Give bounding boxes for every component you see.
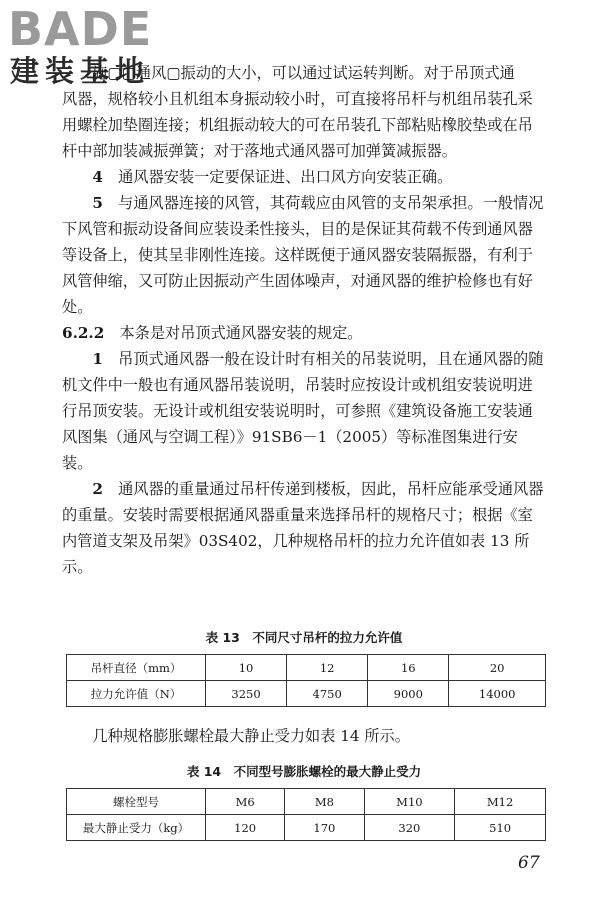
body-text <box>62 86 546 580</box>
table-cell: 10 <box>206 655 287 681</box>
table-cell: 20 <box>449 655 546 681</box>
paragraph-3: 5 与通风器连接的风管，其荷载应由风管的支吊架承担。一般情况下风管和振动设备间应装设柔性接头，目的是保证其荷载不传到通风器等设备上，使其呈非刚性连接。这样既便于通风器安装隔振器，有利于风管伸缩，又可防止因振动产生固体噪声，对通风器的维护检修也有好处。 <box>62 194 544 316</box>
table-cell: 14000 <box>449 681 546 707</box>
table-14 <box>66 788 546 841</box>
paragraph-5: 1 吊顶式通风器一般在设计时有相关的吊装说明，且在通风器的随机文件中一般也有通风器吊装说明，吊装时应按设计或机组安装说明进行吊顶安装。无设计或机组安装说明时，可参照《建筑设备施工安装通风图集（通风与空调工程）》91SB6－1（2005）等标准图集进行安装。 <box>62 350 544 472</box>
table-cell: 16 <box>368 655 449 681</box>
table-cell: M10 <box>364 789 455 815</box>
first-line-text: 施▢▢通风▢振动的大小，可以通过试运转判断。对于吊顶式通 <box>92 64 515 82</box>
row-label: 螺栓型号 <box>67 789 206 815</box>
table-row <box>67 655 546 681</box>
table-13-caption: 表 13 不同尺寸吊杆的拉力允许值 <box>205 630 403 645</box>
row-label: 最大静止受力（kg） <box>67 815 206 841</box>
table-row <box>67 789 546 815</box>
table-14-caption: 表 14 不同型号膨胀螺栓的最大静止受力 <box>186 764 422 779</box>
table-cell: M8 <box>285 789 364 815</box>
table-cell: M12 <box>455 789 546 815</box>
paragraph-2: 4 通风器安装一定要保证进、出口风方向安装正确。 <box>92 168 453 186</box>
table-cell: M6 <box>206 789 285 815</box>
table-cell: 170 <box>285 815 364 841</box>
logo-wordmark: BADE <box>8 2 153 56</box>
paragraph-6: 2 通风器的重量通过吊杆传递到楼板，因此，吊杆应能承受通风器的重量。安装时需要根据通风器重量来选择吊杆的规格尺寸；根据《室内管道支架及吊架》03S402，几种规格吊杆的拉力允许值如表 13 所示。 <box>62 480 544 576</box>
paragraph-1: 风器，规格较小且机组本身振动较小时，可直接将吊杆与机组吊装孔采用螺栓加垫圈连接；机组振动较大的可在吊装孔下部粘贴橡胶垫或在吊杆中部加装减振弹簧；对于落地式通风器可加弹簧减振器。 <box>62 90 533 160</box>
table-cell: 4750 <box>287 681 368 707</box>
table-13 <box>66 654 546 707</box>
row-label: 拉力允许值（N） <box>67 681 206 707</box>
table-cell: 12 <box>287 655 368 681</box>
table-cell: 120 <box>206 815 285 841</box>
table-cell: 320 <box>364 815 455 841</box>
table-row <box>67 815 546 841</box>
table-cell: 510 <box>455 815 546 841</box>
table-row <box>67 681 546 707</box>
mid-text: 几种规格膨胀螺栓最大静止受力如表 14 所示。 <box>92 727 410 745</box>
paragraph-section-6-2-2: 6.2.2 本条是对吊顶式通风器安装的规定。 <box>62 324 363 342</box>
page-number: 67 <box>518 853 540 873</box>
row-label: 吊杆直径（mm） <box>67 655 206 681</box>
table-cell: 9000 <box>368 681 449 707</box>
table-cell: 3250 <box>206 681 287 707</box>
logo-chinese: 建装基地 <box>10 54 151 88</box>
